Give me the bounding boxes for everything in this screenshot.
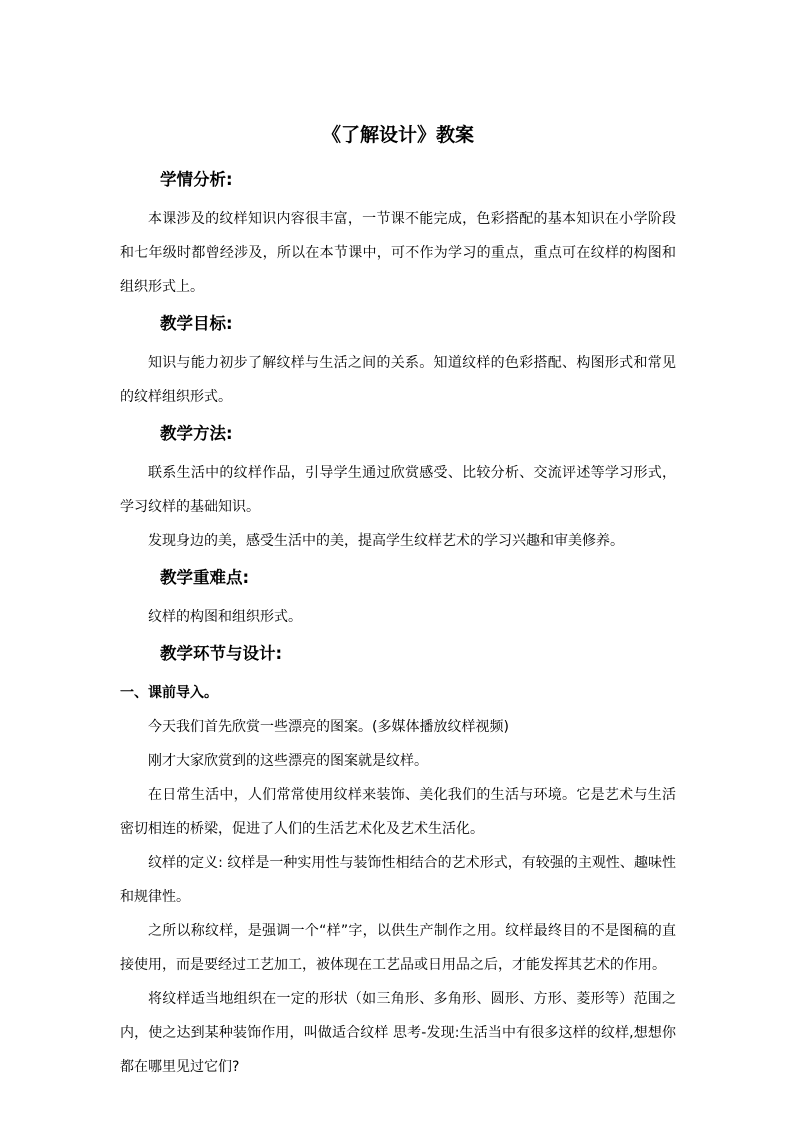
paragraph: 本课涉及的纹样知识内容很丰富，一节课不能完成，色彩搭配的基本知识在小学阶段和七年级时都曾经涉及，所以在本节课中，可不作为学习的重点，重点可在纹样的构图和组织形式上。 xyxy=(120,211,676,295)
section-heading: 教学环节与设计: xyxy=(160,644,283,663)
paragraph: 知识与能力初步了解纹样与生活之间的关系。知道纹样的色彩搭配、构图形式和常见的纹样组织形式。 xyxy=(120,355,676,405)
section-key-difficulties xyxy=(120,566,676,634)
section-teaching-process xyxy=(120,642,676,1084)
paragraph: 联系生活中的纹样作品，引导学生通过欣赏感受、比较分析、交流评述等学习形式，学习纹样的基础知识。 xyxy=(120,465,676,515)
paragraph: 今天我们首先欣赏一些漂亮的图案。(多媒体播放纹样视频) xyxy=(148,719,509,735)
section-heading: 教学重难点: xyxy=(160,568,250,587)
section-heading: 学情分析: xyxy=(160,170,233,189)
document-title: 《了解设计》教案 xyxy=(321,124,474,146)
section-teaching-goals xyxy=(120,312,676,414)
section-heading: 教学目标: xyxy=(160,314,233,333)
paragraph: 将纹样适当地组织在一定的形状（如三角形、多角形、圆形、方形、菱形等）范围之内，使之达到某种装饰作用，叫做适合纹样 思考-发现:生活当中有很多这样的纹样,想想你都在哪里见过它们? xyxy=(120,991,676,1075)
paragraph: 之所以称纹样，是强调一个“样”字，以供生产制作之用。纹样最终目的不是图稿的直接使用，而是要经过工艺加工，被体现在工艺品或日用品之后，才能发挥其艺术的作用。 xyxy=(120,923,676,973)
document-content xyxy=(120,120,676,1084)
sub-heading: 一、课前导入。 xyxy=(120,685,218,701)
paragraph: 在日常生活中，人们常常使用纹样来装饰、美化我们的生活与环境。它是艺术与生活密切相连的桥梁，促进了人们的生活艺术化及艺术生活化。 xyxy=(120,787,676,837)
paragraph: 发现身边的美，感受生活中的美，提高学生纹样艺术的学习兴趣和审美修养。 xyxy=(148,533,624,549)
paragraph: 刚才大家欣赏到的这些漂亮的图案就是纹样。 xyxy=(148,753,428,769)
section-teaching-methods xyxy=(120,422,676,558)
paragraph: 纹样的构图和组织形式。 xyxy=(148,609,302,625)
section-heading: 教学方法: xyxy=(160,424,233,443)
section-learning-analysis xyxy=(120,168,676,304)
paragraph: 纹样的定义: 纹样是一种实用性与装饰性相结合的艺术形式，有较强的主观性、趣味性和规律性。 xyxy=(120,855,676,905)
